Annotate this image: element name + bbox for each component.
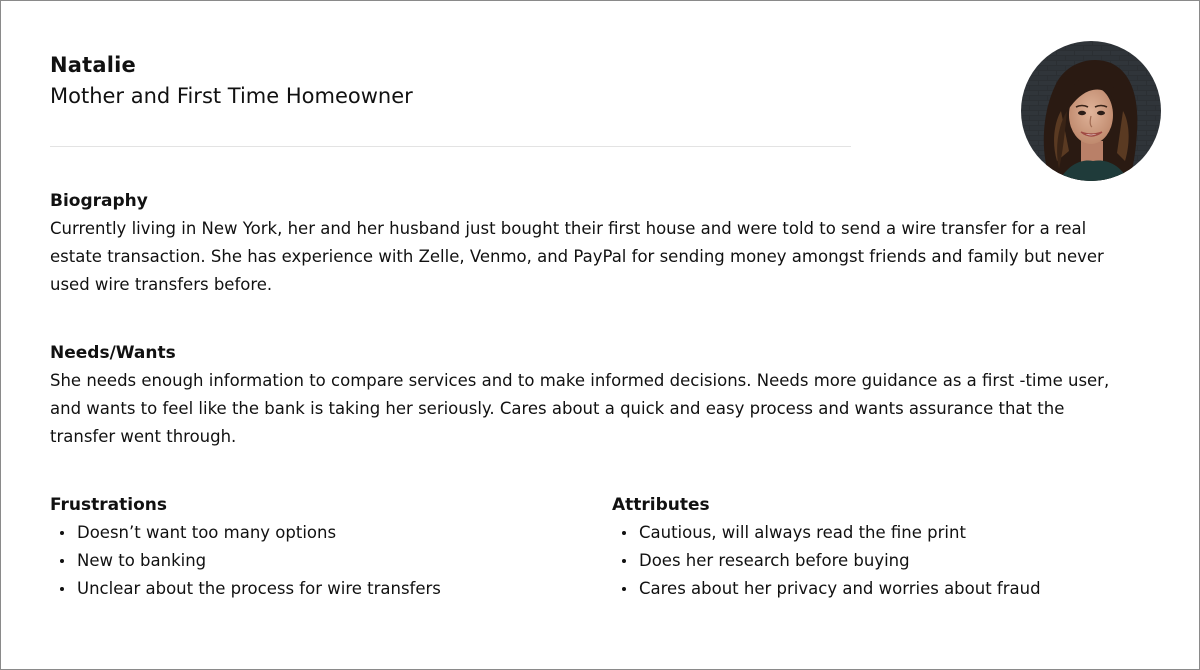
needs-wants-text: She needs enough information to compare services and to make informed decisions. Needs more guidance as a first -time user, and wants to feel like the bank is taking her seriously. Cares about a quick and easy process and wants assurance that the transfer went through. <box>50 371 1110 446</box>
attributes-heading: Attributes <box>612 495 710 515</box>
biography-text: Currently living in New York, her and her husband just bought their first house and were told to send a wire transfer for a real estate transaction. She has experience with Zelle, Venmo, and PayPal for sending money amongst friends and family but never used wire transfers before. <box>50 219 1104 294</box>
needs-wants-heading: Needs/Wants <box>50 343 176 363</box>
frustrations-list <box>50 519 441 603</box>
attributes-list <box>612 519 1041 603</box>
frustration-item: Doesn’t want too many options <box>50 519 441 547</box>
frustration-item: New to banking <box>50 547 441 575</box>
persona-role: Mother and First Time Homeowner <box>50 84 413 108</box>
persona-photo-avatar <box>1021 41 1161 181</box>
frustration-item: Unclear about the process for wire transfers <box>50 575 441 603</box>
persona-name: Natalie <box>50 53 136 77</box>
portrait-image <box>1021 41 1161 181</box>
attribute-item: Cautious, will always read the fine print <box>612 519 1041 547</box>
biography-heading: Biography <box>50 191 148 211</box>
attribute-item: Does her research before buying <box>612 547 1041 575</box>
header-divider <box>50 146 851 147</box>
attribute-item: Cares about her privacy and worries about fraud <box>612 575 1041 603</box>
frustrations-heading: Frustrations <box>50 495 167 515</box>
